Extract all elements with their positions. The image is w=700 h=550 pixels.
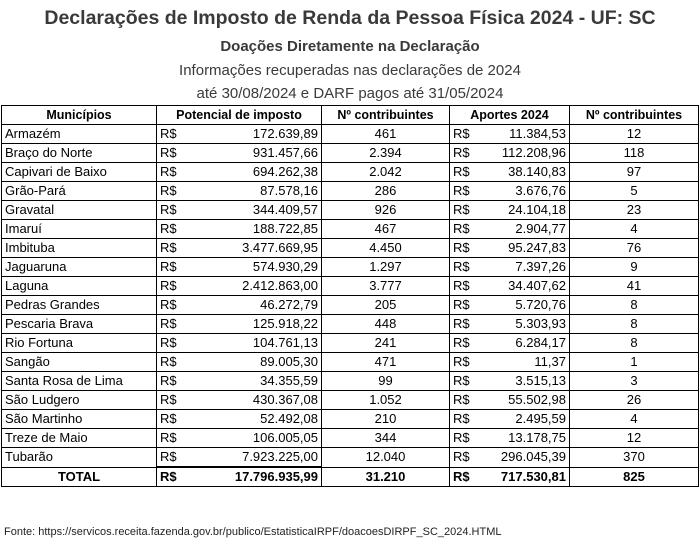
contribuintes-cell: 926 xyxy=(322,201,450,220)
currency-symbol: R$ xyxy=(453,430,470,445)
currency-symbol: R$ xyxy=(160,240,177,255)
currency-symbol: R$ xyxy=(453,278,470,293)
contribuintes-aportes-cell: 1 xyxy=(570,353,699,372)
potencial-value: 931.457,66 xyxy=(252,145,318,160)
page-subtitle: Doações Diretamente na Declaração xyxy=(220,38,480,55)
currency-symbol: R$ xyxy=(453,240,470,255)
municipio-cell: São Ludgero xyxy=(2,391,157,410)
contribuintes-cell: 2.394 xyxy=(322,144,450,163)
contribuintes-aportes-cell: 118 xyxy=(570,144,699,163)
currency-symbol: R$ xyxy=(453,202,470,217)
contribuintes-cell: 210 xyxy=(322,410,450,429)
aportes-value: 34.407,62 xyxy=(508,278,566,293)
currency-symbol: R$ xyxy=(453,259,470,274)
municipio-cell: Capivari de Baixo xyxy=(2,163,157,182)
municipio-cell: Pedras Grandes xyxy=(2,296,157,315)
aportes-cell xyxy=(450,334,570,353)
aportes-cell xyxy=(450,239,570,258)
municipio-cell: Gravatal xyxy=(2,201,157,220)
currency-symbol: R$ xyxy=(453,145,470,160)
contribuintes-cell: 3.777 xyxy=(322,277,450,296)
currency-symbol: R$ xyxy=(453,221,470,236)
contribuintes-aportes-cell: 97 xyxy=(570,163,699,182)
aportes-cell xyxy=(450,429,570,448)
currency-symbol: R$ xyxy=(160,126,177,141)
total-aportes xyxy=(450,467,570,487)
currency-symbol: R$ xyxy=(160,354,177,369)
municipio-cell: Santa Rosa de Lima xyxy=(2,372,157,391)
currency-symbol: R$ xyxy=(160,430,177,445)
table-row xyxy=(2,201,699,220)
aportes-cell xyxy=(450,125,570,144)
potencial-cell xyxy=(157,182,322,201)
potencial-cell xyxy=(157,277,322,296)
currency-symbol: R$ xyxy=(453,468,470,484)
potencial-cell xyxy=(157,353,322,372)
total-contribuintes: 31.210 xyxy=(322,467,450,487)
info-line-1: Informações recuperadas nas declarações de 2024 xyxy=(179,62,521,79)
currency-symbol: R$ xyxy=(453,126,470,141)
potencial-cell xyxy=(157,163,322,182)
contribuintes-cell: 205 xyxy=(322,296,450,315)
potencial-value: 344.409,57 xyxy=(252,202,318,217)
aportes-value: 112.208,96 xyxy=(501,145,566,160)
potencial-value: 2.412.863,00 xyxy=(242,278,318,293)
total-aportes-value: 717.530,81 xyxy=(500,468,566,484)
potencial-value: 172.639,89 xyxy=(252,126,318,141)
municipio-cell: Treze de Maio xyxy=(2,429,157,448)
contribuintes-cell: 99 xyxy=(322,372,450,391)
aportes-value: 3.515,13 xyxy=(515,373,566,388)
aportes-cell xyxy=(450,372,570,391)
table-row xyxy=(2,144,699,163)
total-potencial xyxy=(157,467,322,487)
municipio-cell: Pescaria Brava xyxy=(2,315,157,334)
contribuintes-cell: 471 xyxy=(322,353,450,372)
potencial-cell xyxy=(157,448,322,468)
currency-symbol: R$ xyxy=(160,449,177,464)
potencial-cell xyxy=(157,372,322,391)
currency-symbol: R$ xyxy=(453,164,470,179)
currency-symbol: R$ xyxy=(160,316,177,331)
table-row xyxy=(2,277,699,296)
contribuintes-cell: 12.040 xyxy=(322,448,450,468)
header-contribuintes: Nº contribuintes xyxy=(322,106,450,125)
contribuintes-aportes-cell: 5 xyxy=(570,182,699,201)
contribuintes-aportes-cell: 370 xyxy=(570,448,699,468)
potencial-value: 46.272,79 xyxy=(260,297,318,312)
potencial-value: 89.005,30 xyxy=(260,354,318,369)
contribuintes-aportes-cell: 26 xyxy=(570,391,699,410)
potencial-value: 106.005,05 xyxy=(252,430,318,445)
aportes-value: 11.384,53 xyxy=(509,126,566,141)
contribuintes-aportes-cell: 8 xyxy=(570,334,699,353)
currency-symbol: R$ xyxy=(160,164,177,179)
aportes-cell xyxy=(450,201,570,220)
currency-symbol: R$ xyxy=(453,297,470,312)
aportes-value: 5.303,93 xyxy=(515,316,566,331)
potencial-value: 574.930,29 xyxy=(252,259,318,274)
aportes-value: 38.140,83 xyxy=(508,164,566,179)
table-row xyxy=(2,182,699,201)
aportes-cell xyxy=(450,163,570,182)
aportes-cell xyxy=(450,410,570,429)
contribuintes-aportes-cell: 23 xyxy=(570,201,699,220)
potencial-cell xyxy=(157,429,322,448)
potencial-cell xyxy=(157,334,322,353)
info-line-2: até 30/08/2024 e DARF pagos até 31/05/2024 xyxy=(196,85,504,102)
contribuintes-cell: 448 xyxy=(322,315,450,334)
currency-symbol: R$ xyxy=(160,278,177,293)
potencial-cell xyxy=(157,296,322,315)
table-header-row xyxy=(2,106,699,125)
currency-symbol: R$ xyxy=(453,316,470,331)
potencial-cell xyxy=(157,315,322,334)
potencial-value: 125.918,22 xyxy=(252,316,318,331)
currency-symbol: R$ xyxy=(453,354,470,369)
potencial-cell xyxy=(157,144,322,163)
contribuintes-aportes-cell: 8 xyxy=(570,315,699,334)
aportes-value: 2.904,77 xyxy=(515,221,566,236)
municipio-cell: Rio Fortuna xyxy=(2,334,157,353)
currency-symbol: R$ xyxy=(160,373,177,388)
contribuintes-aportes-cell: 12 xyxy=(570,429,699,448)
total-potencial-value: 17.796.935,99 xyxy=(234,469,318,484)
aportes-cell xyxy=(450,448,570,468)
potencial-value: 104.761,13 xyxy=(252,335,318,350)
table-row xyxy=(2,239,699,258)
currency-symbol: R$ xyxy=(160,145,177,160)
municipio-cell: Grão-Pará xyxy=(2,182,157,201)
aportes-cell xyxy=(450,353,570,372)
total-contribuintes-aportes: 825 xyxy=(570,467,699,487)
header-contribuintes-aportes: Nº contribuintes xyxy=(570,106,699,125)
currency-symbol: R$ xyxy=(160,221,177,236)
potencial-value: 430.367,08 xyxy=(252,392,318,407)
aportes-value: 6.284,17 xyxy=(515,335,566,350)
municipio-cell: Armazém xyxy=(2,125,157,144)
donations-table xyxy=(1,105,699,487)
header-potencial: Potencial de imposto xyxy=(157,106,322,125)
table-row xyxy=(2,315,699,334)
aportes-value: 7.397,26 xyxy=(515,259,566,274)
municipio-cell: Sangão xyxy=(2,353,157,372)
aportes-cell xyxy=(450,391,570,410)
potencial-value: 3.477.669,95 xyxy=(242,240,318,255)
table-row xyxy=(2,163,699,182)
currency-symbol: R$ xyxy=(453,392,470,407)
table-row xyxy=(2,429,699,448)
currency-symbol: R$ xyxy=(160,335,177,350)
currency-symbol: R$ xyxy=(453,335,470,350)
municipio-cell: São Martinho xyxy=(2,410,157,429)
currency-symbol: R$ xyxy=(453,411,470,426)
table-row xyxy=(2,258,699,277)
table-row xyxy=(2,410,699,429)
table-row xyxy=(2,220,699,239)
contribuintes-aportes-cell: 41 xyxy=(570,277,699,296)
municipio-cell: Imaruí xyxy=(2,220,157,239)
contribuintes-cell: 467 xyxy=(322,220,450,239)
currency-symbol: R$ xyxy=(453,183,470,198)
aportes-value: 24.104,18 xyxy=(508,202,566,217)
contribuintes-aportes-cell: 12 xyxy=(570,125,699,144)
potencial-value: 7.923.225,00 xyxy=(242,449,318,464)
header-municipios: Municípios xyxy=(2,106,157,125)
aportes-value: 13.178,75 xyxy=(508,430,566,445)
table-row xyxy=(2,296,699,315)
currency-symbol: R$ xyxy=(160,297,177,312)
contribuintes-cell: 1.297 xyxy=(322,258,450,277)
contribuintes-aportes-cell: 8 xyxy=(570,296,699,315)
potencial-cell xyxy=(157,258,322,277)
contribuintes-cell: 461 xyxy=(322,125,450,144)
source-footnote: Fonte: https://servicos.receita.fazenda.gov.br/publico/EstatisticaIRPF/doacoesDIRPF_SC_2024.HTML xyxy=(4,526,502,538)
total-row xyxy=(2,467,699,487)
potencial-value: 87.578,16 xyxy=(260,183,318,198)
table-row xyxy=(2,448,699,468)
contribuintes-aportes-cell: 9 xyxy=(570,258,699,277)
table-row xyxy=(2,372,699,391)
aportes-value: 2.495,59 xyxy=(515,411,566,426)
table-row xyxy=(2,125,699,144)
currency-symbol: R$ xyxy=(160,411,177,426)
potencial-cell xyxy=(157,239,322,258)
municipio-cell: Tubarão xyxy=(2,448,157,468)
currency-symbol: R$ xyxy=(160,183,177,198)
currency-symbol: R$ xyxy=(160,202,177,217)
potencial-value: 34.355,59 xyxy=(260,373,318,388)
header-aportes: Aportes 2024 xyxy=(450,106,570,125)
aportes-value: 5.720,76 xyxy=(515,297,566,312)
aportes-cell xyxy=(450,182,570,201)
table-row xyxy=(2,353,699,372)
page-title: Declarações de Imposto de Renda da Pessoa Física 2024 - UF: SC xyxy=(44,7,656,29)
currency-symbol: R$ xyxy=(160,259,177,274)
contribuintes-aportes-cell: 3 xyxy=(570,372,699,391)
aportes-value: 3.676,76 xyxy=(515,183,566,198)
potencial-cell xyxy=(157,391,322,410)
municipio-cell: Imbituba xyxy=(2,239,157,258)
aportes-cell xyxy=(450,220,570,239)
contribuintes-aportes-cell: 76 xyxy=(570,239,699,258)
potencial-value: 694.262,38 xyxy=(252,164,318,179)
contribuintes-cell: 1.052 xyxy=(322,391,450,410)
potencial-cell xyxy=(157,125,322,144)
municipio-cell: Braço do Norte xyxy=(2,144,157,163)
potencial-value: 52.492,08 xyxy=(260,411,318,426)
currency-symbol: R$ xyxy=(453,449,470,465)
total-label: TOTAL xyxy=(2,467,157,487)
aportes-cell xyxy=(450,277,570,296)
municipio-cell: Jaguaruna xyxy=(2,258,157,277)
aportes-cell xyxy=(450,258,570,277)
aportes-value: 11,37 xyxy=(534,354,566,369)
contribuintes-aportes-cell: 4 xyxy=(570,220,699,239)
contribuintes-aportes-cell: 4 xyxy=(570,410,699,429)
aportes-value: 95.247,83 xyxy=(508,240,566,255)
potencial-value: 188.722,85 xyxy=(252,221,318,236)
potencial-cell xyxy=(157,201,322,220)
contribuintes-cell: 4.450 xyxy=(322,239,450,258)
potencial-cell xyxy=(157,410,322,429)
table-row xyxy=(2,334,699,353)
aportes-value: 55.502,98 xyxy=(508,392,566,407)
currency-symbol: R$ xyxy=(160,469,177,484)
contribuintes-cell: 241 xyxy=(322,334,450,353)
currency-symbol: R$ xyxy=(160,392,177,407)
contribuintes-cell: 286 xyxy=(322,182,450,201)
aportes-value: 296.045,39 xyxy=(500,449,566,465)
aportes-cell xyxy=(450,296,570,315)
currency-symbol: R$ xyxy=(453,373,470,388)
potencial-cell xyxy=(157,220,322,239)
table-row xyxy=(2,391,699,410)
aportes-cell xyxy=(450,315,570,334)
contribuintes-cell: 2.042 xyxy=(322,163,450,182)
aportes-cell xyxy=(450,144,570,163)
municipio-cell: Laguna xyxy=(2,277,157,296)
contribuintes-cell: 344 xyxy=(322,429,450,448)
